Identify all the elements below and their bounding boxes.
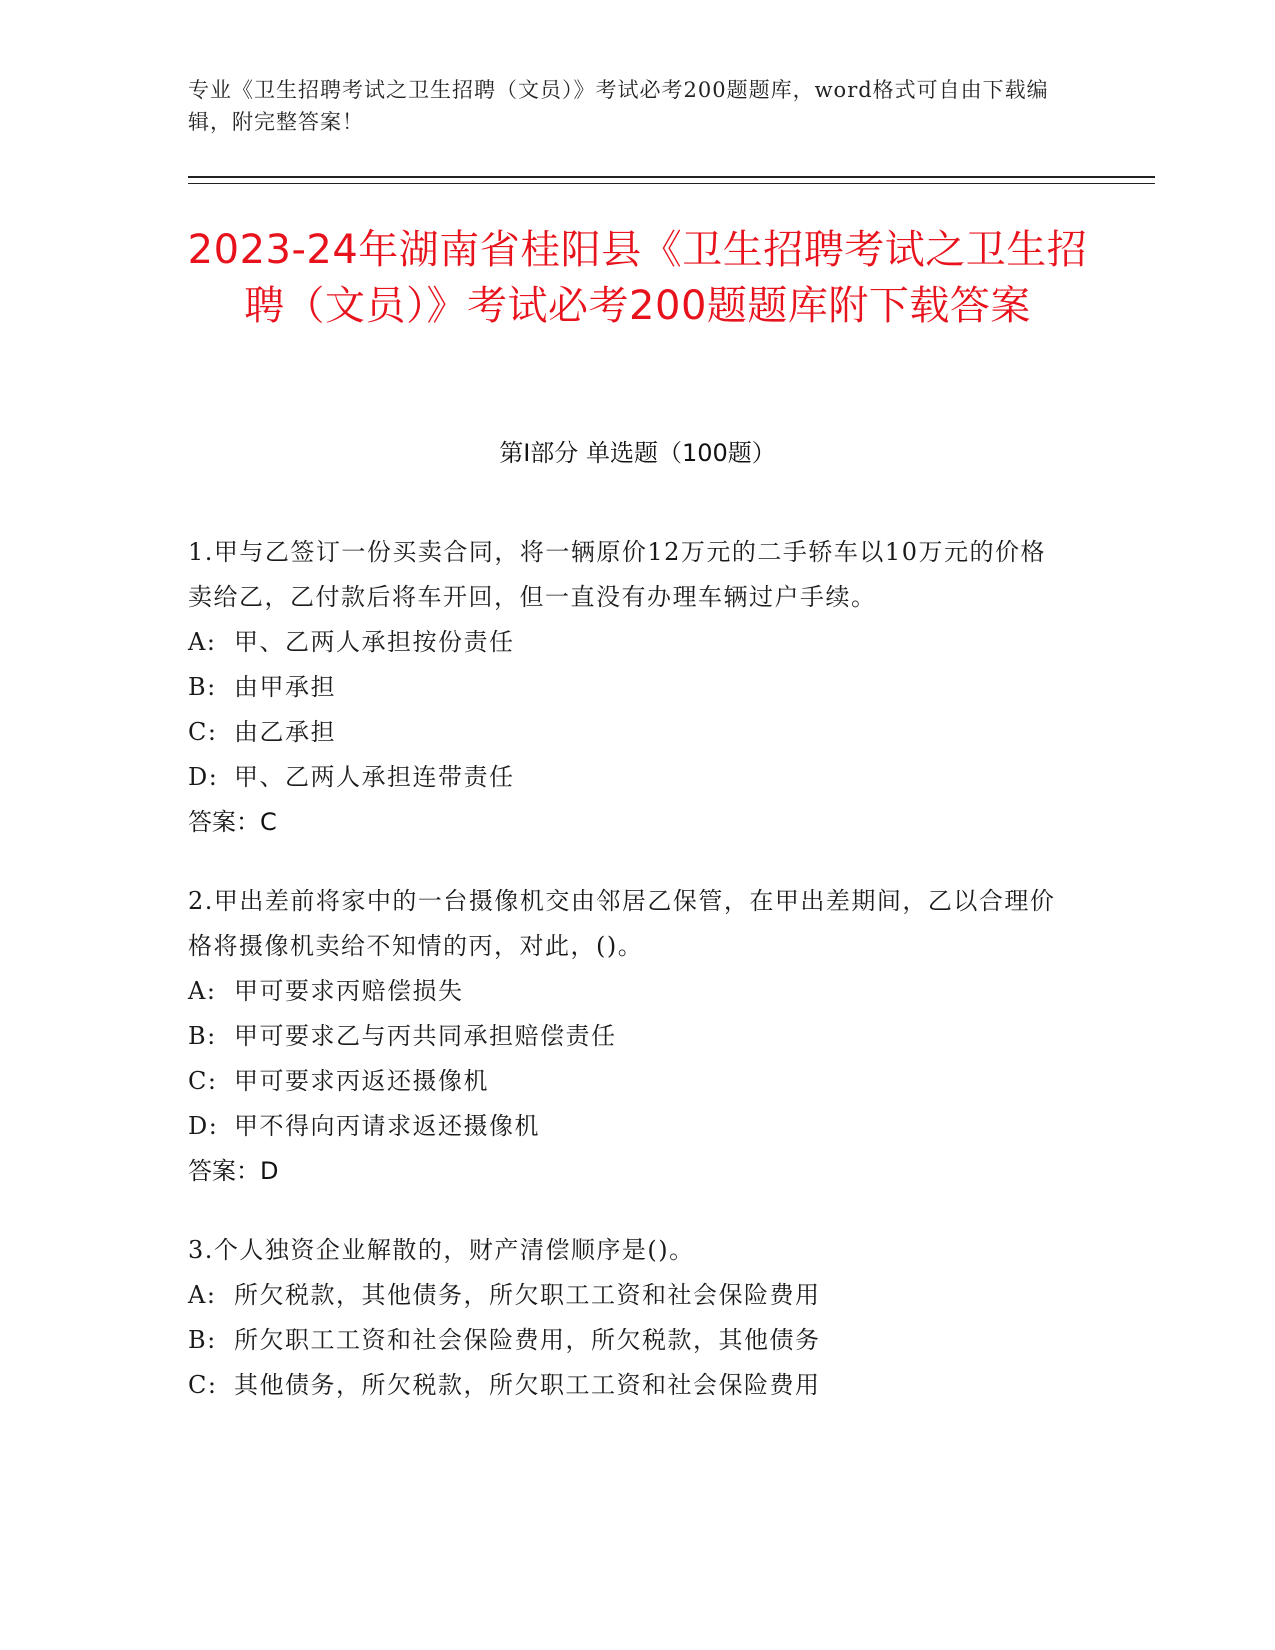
option-text: 由乙承担 [234,718,336,746]
option-key: D: [188,763,219,791]
option-b [188,1014,1068,1059]
option-b [188,1318,1068,1363]
option-text: 甲不得向丙请求返还摄像机 [234,1112,540,1140]
header-divider-thick [188,176,1155,178]
option-text: 甲可要求丙赔偿损失 [234,977,464,1005]
option-a [188,1273,1068,1318]
option-key: A: [188,977,217,1005]
option-a [188,620,1068,665]
option-c [188,1363,1068,1408]
question-list [188,530,1068,1442]
option-key: B: [188,673,217,701]
option-key: B: [188,1326,217,1354]
option-c [188,1059,1068,1104]
option-key: D: [188,1112,219,1140]
option-key: A: [188,628,217,656]
section-title: 第Ⅰ部分 单选题（100题） [499,439,776,467]
header-divider-thin [188,183,1155,184]
option-key: C: [188,1067,218,1095]
option-text: 甲可要求丙返还摄像机 [234,1067,489,1095]
question-stem: 3.个人独资企业解散的，财产清偿顺序是()。 [188,1236,695,1264]
document-title: 2023-24年湖南省桂阳县《卫生招聘考试之卫生招聘（文员）》考试必考200题题库附下载答案 [187,227,1088,329]
option-text: 其他债务，所欠税款，所欠职工工资和社会保险费用 [234,1371,821,1399]
question-item [188,1228,1068,1408]
option-key: A: [188,1281,217,1309]
option-text: 甲、乙两人承担按份责任 [234,628,515,656]
answer-line: 答案：C [188,808,277,836]
option-b [188,665,1068,710]
option-text: 所欠职工工资和社会保险费用，所欠税款，其他债务 [234,1326,821,1354]
option-text: 由甲承担 [234,673,336,701]
option-text: 甲、乙两人承担连带责任 [234,763,515,791]
answer-line: 答案：D [188,1157,279,1185]
question-item [188,879,1068,1194]
question-stem: 2.甲出差前将家中的一台摄像机交由邻居乙保管，在甲出差期间，乙以合理价格将摄像机卖给不知情的丙，对此，()。 [188,887,1056,960]
question-stem: 1.甲与乙签订一份买卖合同，将一辆原价12万元的二手轿车以10万元的价格卖给乙，乙付款后将车开回，但一直没有办理车辆过户手续。 [188,538,1046,611]
option-text: 甲可要求乙与丙共同承担赔偿责任 [234,1022,617,1050]
option-c [188,710,1068,755]
question-item [188,530,1068,845]
option-key: C: [188,1371,218,1399]
option-text: 所欠税款，其他债务，所欠职工工资和社会保险费用 [234,1281,821,1309]
option-d [188,1104,1068,1149]
option-d [188,755,1068,800]
option-a [188,969,1068,1014]
header-note: 专业《卫生招聘考试之卫生招聘（文员）》考试必考200题题库，word格式可自由下载编辑，附完整答案！ [188,78,1049,134]
option-key: C: [188,718,218,746]
option-key: B: [188,1022,217,1050]
